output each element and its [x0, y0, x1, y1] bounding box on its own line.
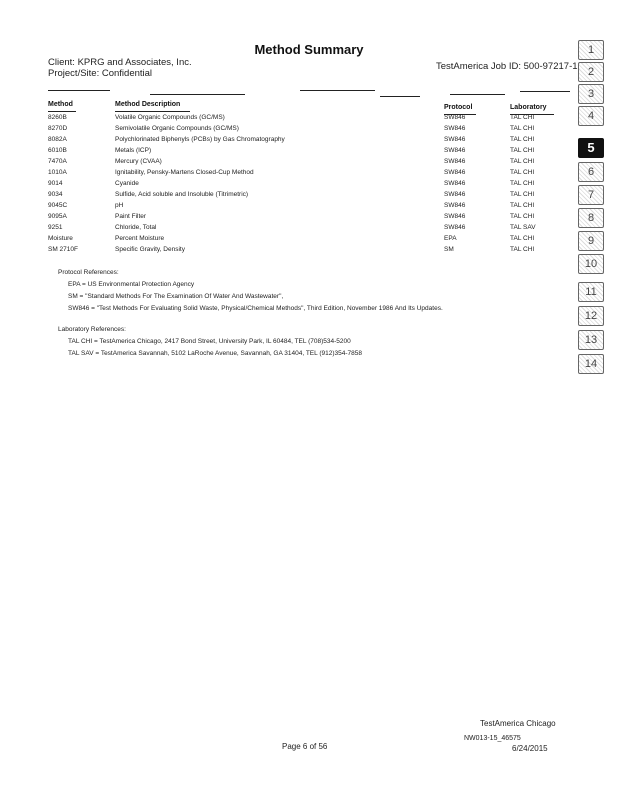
project-line: Project/Site: Confidential — [48, 68, 153, 79]
job-id-line: TestAmerica Job ID: 500-97217-1 — [436, 61, 578, 72]
method-code: 9034 — [48, 191, 63, 198]
col-header-description: Method Description — [115, 101, 181, 108]
method-code: 1010A — [48, 169, 67, 176]
method-protocol: SW846 — [444, 213, 466, 220]
method-protocol: SW846 — [444, 169, 466, 176]
method-laboratory: TAL CHI — [510, 158, 535, 165]
table-row — [48, 180, 568, 191]
col-underline — [115, 111, 190, 112]
method-laboratory: TAL CHI — [510, 125, 535, 132]
method-laboratory: TAL CHI — [510, 246, 535, 253]
header-rule — [300, 90, 375, 91]
method-protocol: EPA — [444, 235, 457, 242]
header-rule — [380, 96, 420, 97]
footer-page-number: Page 6 of 56 — [282, 742, 328, 751]
method-protocol: SW846 — [444, 147, 466, 154]
method-code: 6010B — [48, 147, 67, 154]
protocol-refs-heading: Protocol References: — [58, 269, 119, 276]
section-tab-14[interactable]: 14 — [578, 354, 604, 374]
section-tab-12[interactable]: 12 — [578, 306, 604, 326]
method-protocol: SW846 — [444, 191, 466, 198]
section-tab-2[interactable]: 2 — [578, 62, 604, 82]
method-laboratory: TAL CHI — [510, 191, 535, 198]
section-tab-13[interactable]: 13 — [578, 330, 604, 350]
method-protocol: SM — [444, 246, 454, 253]
section-tab-3[interactable]: 3 — [578, 84, 604, 104]
method-code: 9251 — [48, 224, 63, 231]
lab-ref: TAL CHI = TestAmerica Chicago, 2417 Bond Street, University Park, IL 60484, TEL (708)534-5200 — [68, 338, 351, 345]
method-laboratory: TAL SAV — [510, 224, 536, 231]
method-description: Chloride, Total — [115, 224, 157, 231]
method-code: 9045C — [48, 202, 68, 209]
header-rule — [520, 91, 570, 92]
col-header-protocol: Protocol — [444, 104, 473, 111]
method-laboratory: TAL CHI — [510, 235, 535, 242]
table-row — [48, 246, 568, 257]
page-title: Method Summary — [254, 42, 364, 57]
method-description: Metals (ICP) — [115, 147, 152, 154]
protocol-ref: SM = "Standard Methods For The Examination Of Water And Wastewater", — [68, 293, 284, 300]
section-tab-6[interactable]: 6 — [578, 162, 604, 182]
header-rule — [48, 90, 110, 91]
method-code: 9014 — [48, 180, 63, 187]
method-description: Polychlorinated Biphenyls (PCBs) by Gas Chromatography — [115, 136, 285, 143]
col-underline — [48, 111, 76, 112]
method-laboratory: TAL CHI — [510, 147, 535, 154]
section-tab-5-active[interactable]: 5 — [578, 138, 604, 158]
section-tab-9[interactable]: 9 — [578, 231, 604, 251]
method-protocol: SW846 — [444, 224, 466, 231]
method-description: Ignitability, Pensky-Martens Closed-Cup Method — [115, 169, 254, 176]
method-protocol: SW846 — [444, 180, 466, 187]
table-row — [48, 114, 568, 125]
footer-company: TestAmerica Chicago — [480, 719, 556, 728]
table-row — [48, 169, 568, 180]
method-description: Volatile Organic Compounds (GC/MS) — [115, 114, 225, 121]
method-description: Mercury (CVAA) — [115, 158, 162, 165]
section-tab-4[interactable]: 4 — [578, 106, 604, 126]
method-laboratory: TAL CHI — [510, 213, 535, 220]
table-row — [48, 147, 568, 158]
method-protocol: SW846 — [444, 136, 466, 143]
protocol-ref: EPA = US Environmental Protection Agency — [68, 281, 195, 288]
method-protocol: SW846 — [444, 158, 466, 165]
method-protocol: SW846 — [444, 202, 466, 209]
section-tab-8[interactable]: 8 — [578, 208, 604, 228]
col-header-method: Method — [48, 101, 73, 108]
table-row — [48, 158, 568, 169]
method-description: Specific Gravity, Density — [115, 246, 185, 253]
method-description: Cyanide — [115, 180, 139, 187]
method-description: pH — [115, 202, 124, 209]
table-row — [48, 136, 568, 147]
method-description: Semivolatile Organic Compounds (GC/MS) — [115, 125, 239, 132]
table-row — [48, 191, 568, 202]
table-row — [48, 202, 568, 213]
section-tab-10[interactable]: 10 — [578, 254, 604, 274]
method-code: 9095A — [48, 213, 67, 220]
method-laboratory: TAL CHI — [510, 180, 535, 187]
method-protocol: SW846 — [444, 114, 466, 121]
table-row — [48, 224, 568, 235]
section-tab-1[interactable]: 1 — [578, 40, 604, 60]
table-row — [48, 213, 568, 224]
method-laboratory: TAL CHI — [510, 136, 535, 143]
col-header-laboratory: Laboratory — [510, 104, 547, 111]
method-code: 7470A — [48, 158, 67, 165]
table-row — [48, 235, 568, 246]
method-code: 8260B — [48, 114, 67, 121]
method-code: 8082A — [48, 136, 67, 143]
header-rule — [450, 94, 505, 95]
lab-ref: TAL SAV = TestAmerica Savannah, 5102 LaRoche Avenue, Savannah, GA 31404, TEL (912)354-7858 — [68, 350, 362, 357]
protocol-ref: SW846 = "Test Methods For Evaluating Solid Waste, Physical/Chemical Methods", Third Edition, November 1986 And Its Updates. — [68, 305, 443, 312]
method-description: Sulfide, Acid soluble and Insoluble (Titrimetric) — [115, 191, 249, 198]
client-line: Client: KPRG and Associates, Inc. — [48, 57, 192, 68]
lab-refs-heading: Laboratory References: — [58, 326, 126, 333]
method-laboratory: TAL CHI — [510, 202, 535, 209]
footer-date: 6/24/2015 — [512, 744, 548, 753]
table-row — [48, 125, 568, 136]
method-description: Paint Filter — [115, 213, 147, 220]
method-code: 8270D — [48, 125, 68, 132]
method-protocol: SW846 — [444, 125, 466, 132]
footer-doc-id: NW013-15_46575 — [464, 735, 521, 742]
section-tab-11[interactable]: 11 — [578, 282, 604, 302]
method-code: Moisture — [48, 235, 73, 242]
method-code: SM 2710F — [48, 246, 78, 253]
header-rule — [150, 94, 245, 95]
section-tab-7[interactable]: 7 — [578, 185, 604, 205]
method-laboratory: TAL CHI — [510, 169, 535, 176]
method-laboratory: TAL CHI — [510, 114, 535, 121]
method-description: Percent Moisture — [115, 235, 165, 242]
